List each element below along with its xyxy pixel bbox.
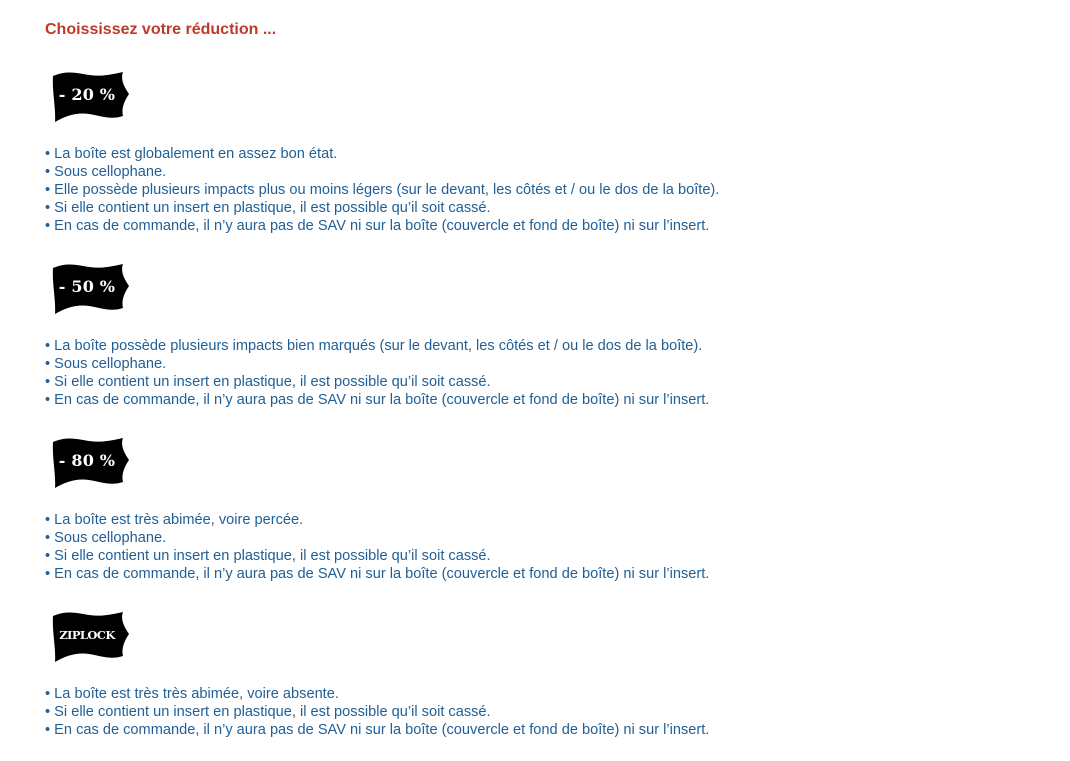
discount-badge-50	[49, 262, 129, 316]
list-item: • Si elle contient un insert en plastique, il est possible qu’il soit cassé.	[45, 373, 709, 391]
list-item: • La boîte est très très abimée, voire absente.	[45, 685, 709, 703]
list-item: • En cas de commande, il n’y aura pas de SAV ni sur la boîte (couvercle et fond de boîte) ni sur l’insert.	[45, 217, 719, 235]
condition-list	[45, 145, 719, 235]
discount-badge-ziplock	[49, 610, 129, 664]
list-item: • En cas de commande, il n’y aura pas de SAV ni sur la boîte (couvercle et fond de boîte) ni sur l’insert.	[45, 565, 709, 583]
list-item: • En cas de commande, il n’y aura pas de SAV ni sur la boîte (couvercle et fond de boîte) ni sur l’insert.	[45, 391, 709, 409]
discount-badge-20	[49, 70, 129, 124]
list-item: • En cas de commande, il n’y aura pas de SAV ni sur la boîte (couvercle et fond de boîte) ni sur l’insert.	[45, 721, 709, 739]
badge-label: - 20 %	[58, 85, 116, 104]
list-item: • Sous cellophane.	[45, 529, 709, 547]
condition-list	[45, 685, 709, 739]
condition-list	[45, 337, 709, 409]
list-item: • La boîte possède plusieurs impacts bien marqués (sur le devant, les côtés et / ou le dos de la boîte).	[45, 337, 709, 355]
badge-label: ZIPLOCK	[59, 628, 115, 642]
page-title: Choississez votre réduction ...	[45, 21, 277, 38]
list-item: • La boîte est globalement en assez bon état.	[45, 145, 719, 163]
discount-section-ziplock	[45, 610, 709, 739]
discount-badge-80	[49, 436, 129, 490]
list-item: • Si elle contient un insert en plastique, il est possible qu’il soit cassé.	[45, 547, 709, 565]
list-item: • La boîte est très abimée, voire percée.	[45, 511, 709, 529]
badge-label: - 80 %	[58, 451, 116, 470]
list-item: • Elle possède plusieurs impacts plus ou moins légers (sur le devant, les côtés et / ou le dos de la boîte).	[45, 181, 719, 199]
discount-section-20	[45, 70, 719, 235]
list-item: • Sous cellophane.	[45, 355, 709, 373]
condition-list	[45, 511, 709, 583]
discount-section-80	[45, 436, 709, 583]
list-item: • Sous cellophane.	[45, 163, 719, 181]
list-item: • Si elle contient un insert en plastique, il est possible qu’il soit cassé.	[45, 703, 709, 721]
list-item: • Si elle contient un insert en plastique, il est possible qu’il soit cassé.	[45, 199, 719, 217]
badge-label: - 50 %	[58, 277, 116, 296]
discount-section-50	[45, 262, 709, 409]
